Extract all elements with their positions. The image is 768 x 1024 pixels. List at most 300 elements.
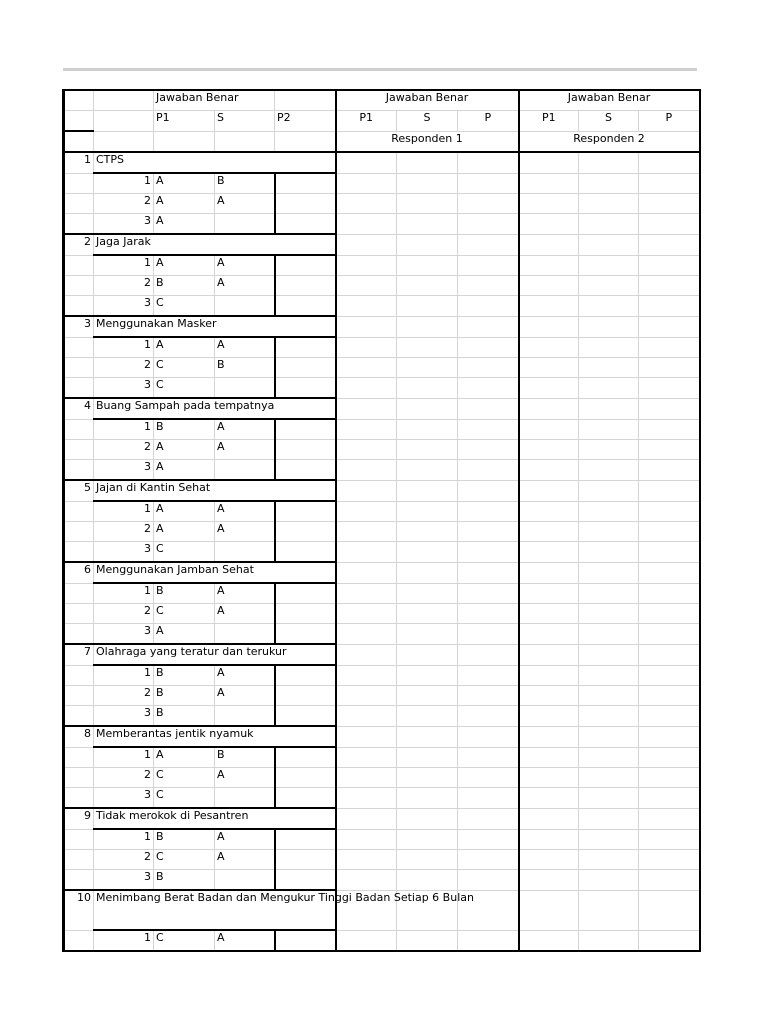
response-cell[interactable] <box>579 686 639 706</box>
response-cell[interactable] <box>397 337 458 358</box>
response-cell[interactable] <box>397 501 458 522</box>
response-cell[interactable] <box>519 686 579 706</box>
cell[interactable] <box>64 440 94 460</box>
answer-p2-box[interactable] <box>275 255 336 276</box>
response-cell[interactable] <box>397 562 458 583</box>
response-cell[interactable] <box>579 378 639 399</box>
cell[interactable] <box>64 194 94 214</box>
response-cell[interactable] <box>639 665 700 686</box>
cell[interactable] <box>64 522 94 542</box>
answer-p2-box[interactable] <box>275 829 336 850</box>
cell[interactable] <box>64 930 94 951</box>
response-cell[interactable] <box>639 378 700 399</box>
response-cell[interactable] <box>336 214 397 235</box>
response-cell[interactable] <box>639 419 700 440</box>
response-cell[interactable] <box>579 644 639 665</box>
response-cell[interactable] <box>639 276 700 296</box>
response-cell[interactable] <box>579 706 639 727</box>
response-cell[interactable] <box>579 419 639 440</box>
response-cell[interactable] <box>639 747 700 768</box>
response-cell[interactable] <box>519 542 579 563</box>
response-cell[interactable] <box>397 214 458 235</box>
cell[interactable] <box>64 111 94 132</box>
cell[interactable] <box>64 214 94 235</box>
response-cell[interactable] <box>458 255 519 276</box>
cell[interactable] <box>215 131 275 152</box>
response-cell[interactable] <box>519 562 579 583</box>
response-cell[interactable] <box>397 419 458 440</box>
cell[interactable] <box>275 131 336 152</box>
response-cell[interactable] <box>579 583 639 604</box>
response-cell[interactable] <box>336 665 397 686</box>
response-cell[interactable] <box>336 870 397 891</box>
response-cell[interactable] <box>519 501 579 522</box>
response-cell[interactable] <box>519 930 579 951</box>
cell[interactable] <box>64 604 94 624</box>
response-cell[interactable] <box>397 870 458 891</box>
response-cell[interactable] <box>639 358 700 378</box>
response-cell[interactable] <box>458 624 519 645</box>
response-cell[interactable] <box>397 480 458 501</box>
response-cell[interactable] <box>458 522 519 542</box>
response-cell[interactable] <box>519 316 579 337</box>
response-cell[interactable] <box>458 604 519 624</box>
answer-p2-box[interactable] <box>275 930 336 951</box>
answer-p2-box[interactable] <box>275 440 336 460</box>
response-cell[interactable] <box>639 480 700 501</box>
response-cell[interactable] <box>639 234 700 255</box>
response-cell[interactable] <box>336 624 397 645</box>
response-cell[interactable] <box>458 316 519 337</box>
cell[interactable] <box>64 296 94 317</box>
response-cell[interactable] <box>519 850 579 870</box>
response-cell[interactable] <box>579 747 639 768</box>
response-cell[interactable] <box>458 173 519 194</box>
response-cell[interactable] <box>458 930 519 951</box>
cell[interactable] <box>64 460 94 481</box>
response-cell[interactable] <box>579 808 639 829</box>
response-cell[interactable] <box>458 378 519 399</box>
answer-key-label: Jawaban Benar <box>154 90 275 111</box>
response-cell[interactable] <box>519 665 579 686</box>
answer-p2-box[interactable] <box>275 624 336 645</box>
response-cell[interactable] <box>639 460 700 481</box>
response-cell[interactable] <box>579 316 639 337</box>
response-cell[interactable] <box>458 788 519 809</box>
response-cell[interactable] <box>458 296 519 317</box>
response-cell[interactable] <box>579 296 639 317</box>
response-cell[interactable] <box>397 829 458 850</box>
response-cell[interactable] <box>639 706 700 727</box>
response-cell[interactable] <box>639 522 700 542</box>
answer-p2-box[interactable] <box>275 583 336 604</box>
response-cell[interactable] <box>639 316 700 337</box>
question-row <box>64 501 700 522</box>
response-cell[interactable] <box>519 194 579 214</box>
response-cell[interactable] <box>579 665 639 686</box>
response-cell[interactable] <box>458 440 519 460</box>
response-cell[interactable] <box>458 214 519 235</box>
answer-s: A <box>215 850 275 870</box>
answer-p2-box[interactable] <box>275 522 336 542</box>
answer-p2-box[interactable] <box>275 706 336 727</box>
response-cell[interactable] <box>579 152 639 173</box>
cell[interactable] <box>64 686 94 706</box>
response-cell[interactable] <box>519 747 579 768</box>
response-cell[interactable] <box>639 808 700 829</box>
response-cell[interactable] <box>519 522 579 542</box>
answer-p2-box[interactable] <box>275 542 336 563</box>
answer-p2-box[interactable] <box>275 665 336 686</box>
answer-p2-box[interactable] <box>275 604 336 624</box>
response-cell[interactable] <box>336 276 397 296</box>
response-cell[interactable] <box>639 686 700 706</box>
response-cell[interactable] <box>458 460 519 481</box>
cell[interactable] <box>64 173 94 194</box>
response-cell[interactable] <box>397 768 458 788</box>
question-row <box>64 930 700 951</box>
response-cell[interactable] <box>336 583 397 604</box>
response-cell[interactable] <box>336 686 397 706</box>
response-cell[interactable] <box>336 316 397 337</box>
response-cell[interactable] <box>579 214 639 235</box>
response-cell[interactable] <box>579 522 639 542</box>
cell[interactable] <box>64 358 94 378</box>
response-cell[interactable] <box>458 583 519 604</box>
response-cell[interactable] <box>519 480 579 501</box>
response-cell[interactable] <box>397 194 458 214</box>
response-cell[interactable] <box>579 726 639 747</box>
response-cell[interactable] <box>519 583 579 604</box>
cell[interactable] <box>94 131 154 152</box>
response-cell[interactable] <box>519 440 579 460</box>
response-cell[interactable] <box>519 419 579 440</box>
response-cell[interactable] <box>397 173 458 194</box>
response-cell[interactable] <box>639 624 700 645</box>
response-cell[interactable] <box>579 788 639 809</box>
response-cell[interactable] <box>458 747 519 768</box>
response-cell[interactable] <box>397 522 458 542</box>
response-cell[interactable] <box>639 173 700 194</box>
response-cell[interactable] <box>639 337 700 358</box>
response-cell[interactable] <box>336 808 397 829</box>
response-cell[interactable] <box>397 686 458 706</box>
answer-p2-box[interactable] <box>275 358 336 378</box>
response-cell[interactable] <box>639 542 700 563</box>
response-cell[interactable] <box>458 829 519 850</box>
response-cell[interactable] <box>579 173 639 194</box>
response-cell[interactable] <box>397 316 458 337</box>
response-cell[interactable] <box>336 850 397 870</box>
response-cell[interactable] <box>397 583 458 604</box>
answer-p2-box[interactable] <box>275 173 336 194</box>
response-cell[interactable] <box>579 194 639 214</box>
response-cell[interactable] <box>458 644 519 665</box>
cell[interactable] <box>64 542 94 563</box>
cell[interactable] <box>64 665 94 686</box>
response-cell[interactable] <box>336 562 397 583</box>
response-cell[interactable] <box>639 890 700 930</box>
response-cell[interactable] <box>336 194 397 214</box>
response-cell[interactable] <box>397 788 458 809</box>
response-cell[interactable] <box>458 706 519 727</box>
cell[interactable] <box>64 624 94 645</box>
response-cell[interactable] <box>639 930 700 951</box>
response-cell[interactable] <box>458 686 519 706</box>
response-cell[interactable] <box>397 152 458 173</box>
response-cell[interactable] <box>519 726 579 747</box>
response-cell[interactable] <box>336 706 397 727</box>
response-cell[interactable] <box>579 276 639 296</box>
response-cell[interactable] <box>336 296 397 317</box>
response-cell[interactable] <box>397 276 458 296</box>
response-cell[interactable] <box>336 460 397 481</box>
response-cell[interactable] <box>397 460 458 481</box>
response-cell[interactable] <box>639 870 700 891</box>
answer-s: A <box>215 419 275 440</box>
response-cell[interactable] <box>336 768 397 788</box>
response-cell[interactable] <box>458 194 519 214</box>
response-cell[interactable] <box>458 419 519 440</box>
response-cell[interactable] <box>519 358 579 378</box>
response-cell[interactable] <box>579 337 639 358</box>
response-cell[interactable] <box>458 768 519 788</box>
response-cell[interactable] <box>336 152 397 173</box>
response-cell[interactable] <box>336 358 397 378</box>
cell[interactable] <box>64 501 94 522</box>
response-cell[interactable] <box>458 152 519 173</box>
answer-p2-box[interactable] <box>275 296 336 317</box>
response-cell[interactable] <box>579 890 639 930</box>
cell[interactable] <box>94 90 154 111</box>
response-cell[interactable] <box>458 358 519 378</box>
response-cell[interactable] <box>639 501 700 522</box>
response-cell[interactable] <box>397 604 458 624</box>
response-cell[interactable] <box>397 296 458 317</box>
cell[interactable] <box>64 583 94 604</box>
response-cell[interactable] <box>639 788 700 809</box>
cell[interactable] <box>64 378 94 399</box>
response-cell[interactable] <box>336 255 397 276</box>
response-cell[interactable] <box>579 501 639 522</box>
response-cell[interactable] <box>519 870 579 891</box>
response-cell[interactable] <box>639 255 700 276</box>
answer-p2-box[interactable] <box>275 378 336 399</box>
response-cell[interactable] <box>397 358 458 378</box>
response-cell[interactable] <box>519 644 579 665</box>
response-cell[interactable] <box>639 768 700 788</box>
response-cell[interactable] <box>579 480 639 501</box>
answer-p2-box[interactable] <box>275 194 336 214</box>
response-cell[interactable] <box>519 604 579 624</box>
response-cell[interactable] <box>579 870 639 891</box>
response-cell[interactable] <box>458 501 519 522</box>
response-cell[interactable] <box>458 726 519 747</box>
response-cell[interactable] <box>579 768 639 788</box>
answer-p2-box[interactable] <box>275 419 336 440</box>
response-cell[interactable] <box>336 440 397 460</box>
response-cell[interactable] <box>519 173 579 194</box>
response-cell[interactable] <box>639 214 700 235</box>
response-cell[interactable] <box>519 234 579 255</box>
response-cell[interactable] <box>639 152 700 173</box>
response-cell[interactable] <box>519 152 579 173</box>
response-cell[interactable] <box>336 398 397 419</box>
cell[interactable] <box>64 788 94 809</box>
response-cell[interactable] <box>519 460 579 481</box>
response-cell[interactable] <box>519 890 579 930</box>
cell[interactable] <box>64 747 94 768</box>
response-cell[interactable] <box>458 234 519 255</box>
cell[interactable] <box>64 131 94 152</box>
response-cell[interactable] <box>397 850 458 870</box>
response-cell[interactable] <box>397 234 458 255</box>
response-cell[interactable] <box>639 726 700 747</box>
cell[interactable] <box>64 829 94 850</box>
cell[interactable] <box>64 255 94 276</box>
cell[interactable] <box>64 850 94 870</box>
response-cell[interactable] <box>579 829 639 850</box>
response-cell[interactable] <box>336 604 397 624</box>
response-cell[interactable] <box>336 788 397 809</box>
answer-p2-box[interactable] <box>275 337 336 358</box>
response-cell[interactable] <box>519 788 579 809</box>
answer-p2-box[interactable] <box>275 870 336 891</box>
answer-p2-box[interactable] <box>275 460 336 481</box>
response-cell[interactable] <box>579 850 639 870</box>
response-cell[interactable] <box>639 583 700 604</box>
response-cell[interactable] <box>458 480 519 501</box>
cell[interactable] <box>154 131 215 152</box>
response-cell[interactable] <box>519 398 579 419</box>
response-cell[interactable] <box>519 829 579 850</box>
answer-p2-box[interactable] <box>275 850 336 870</box>
answer-p2-box[interactable] <box>275 768 336 788</box>
answer-p2-box[interactable] <box>275 276 336 296</box>
response-cell[interactable] <box>639 398 700 419</box>
response-cell[interactable] <box>458 337 519 358</box>
response-cell[interactable] <box>397 930 458 951</box>
response-cell[interactable] <box>519 624 579 645</box>
response-cell[interactable] <box>458 850 519 870</box>
response-cell[interactable] <box>397 665 458 686</box>
response-cell[interactable] <box>458 808 519 829</box>
response-cell[interactable] <box>579 255 639 276</box>
question-number: 2 <box>94 686 154 706</box>
response-cell[interactable] <box>579 562 639 583</box>
response-cell[interactable] <box>397 747 458 768</box>
response-cell[interactable] <box>336 234 397 255</box>
response-cell[interactable] <box>519 378 579 399</box>
response-cell[interactable] <box>397 706 458 727</box>
response-cell[interactable] <box>397 255 458 276</box>
response-cell[interactable] <box>397 378 458 399</box>
answer-p2-box[interactable] <box>275 747 336 768</box>
response-cell[interactable] <box>519 214 579 235</box>
response-cell[interactable] <box>336 542 397 563</box>
response-cell[interactable] <box>579 358 639 378</box>
header-row-columns <box>64 111 700 132</box>
response-cell[interactable] <box>336 378 397 399</box>
response-cell[interactable] <box>397 624 458 645</box>
response-cell[interactable] <box>336 480 397 501</box>
cell[interactable] <box>64 870 94 891</box>
response-cell[interactable] <box>458 542 519 563</box>
cell[interactable] <box>275 90 336 111</box>
response-cell[interactable] <box>639 562 700 583</box>
answer-p2-box[interactable] <box>275 501 336 522</box>
response-cell[interactable] <box>579 624 639 645</box>
response-cell[interactable] <box>458 665 519 686</box>
response-cell[interactable] <box>639 850 700 870</box>
response-cell[interactable] <box>519 255 579 276</box>
response-cell[interactable] <box>519 296 579 317</box>
cell[interactable] <box>64 337 94 358</box>
response-cell[interactable] <box>336 726 397 747</box>
response-cell[interactable] <box>639 829 700 850</box>
response-cell[interactable] <box>579 542 639 563</box>
response-cell[interactable] <box>579 398 639 419</box>
response-cell[interactable] <box>336 644 397 665</box>
response-cell[interactable] <box>458 562 519 583</box>
response-cell[interactable] <box>639 440 700 460</box>
response-cell[interactable] <box>336 930 397 951</box>
answer-p2-box[interactable] <box>275 686 336 706</box>
response-cell[interactable] <box>397 726 458 747</box>
response-cell[interactable] <box>397 808 458 829</box>
response-cell[interactable] <box>397 542 458 563</box>
response-cell[interactable] <box>336 747 397 768</box>
response-cell[interactable] <box>639 604 700 624</box>
response-cell[interactable] <box>639 194 700 214</box>
response-cell[interactable] <box>336 337 397 358</box>
cell[interactable] <box>64 706 94 727</box>
response-cell[interactable] <box>458 276 519 296</box>
cell[interactable] <box>64 90 94 111</box>
response-cell[interactable] <box>579 234 639 255</box>
response-cell[interactable] <box>519 276 579 296</box>
answer-p1: B <box>154 665 215 686</box>
answer-p2-box[interactable] <box>275 214 336 235</box>
response-cell[interactable] <box>579 604 639 624</box>
cell[interactable] <box>64 419 94 440</box>
response-cell[interactable] <box>397 398 458 419</box>
response-cell[interactable] <box>519 768 579 788</box>
response-cell[interactable] <box>336 419 397 440</box>
response-cell[interactable] <box>639 296 700 317</box>
response-cell[interactable] <box>579 930 639 951</box>
response-cell[interactable] <box>336 522 397 542</box>
cell[interactable] <box>94 111 154 132</box>
cell[interactable] <box>64 276 94 296</box>
response-cell[interactable] <box>579 460 639 481</box>
response-cell[interactable] <box>519 337 579 358</box>
response-cell[interactable] <box>336 173 397 194</box>
response-cell[interactable] <box>579 440 639 460</box>
response-cell[interactable] <box>519 808 579 829</box>
cell[interactable] <box>64 768 94 788</box>
answer-p2-box[interactable] <box>275 788 336 809</box>
response-cell[interactable] <box>336 501 397 522</box>
response-cell[interactable] <box>336 829 397 850</box>
response-cell[interactable] <box>397 644 458 665</box>
response-cell[interactable] <box>458 398 519 419</box>
response-cell[interactable] <box>519 706 579 727</box>
question-row <box>64 542 700 563</box>
response-cell[interactable] <box>397 440 458 460</box>
response-cell[interactable] <box>639 644 700 665</box>
response-cell[interactable] <box>458 870 519 891</box>
